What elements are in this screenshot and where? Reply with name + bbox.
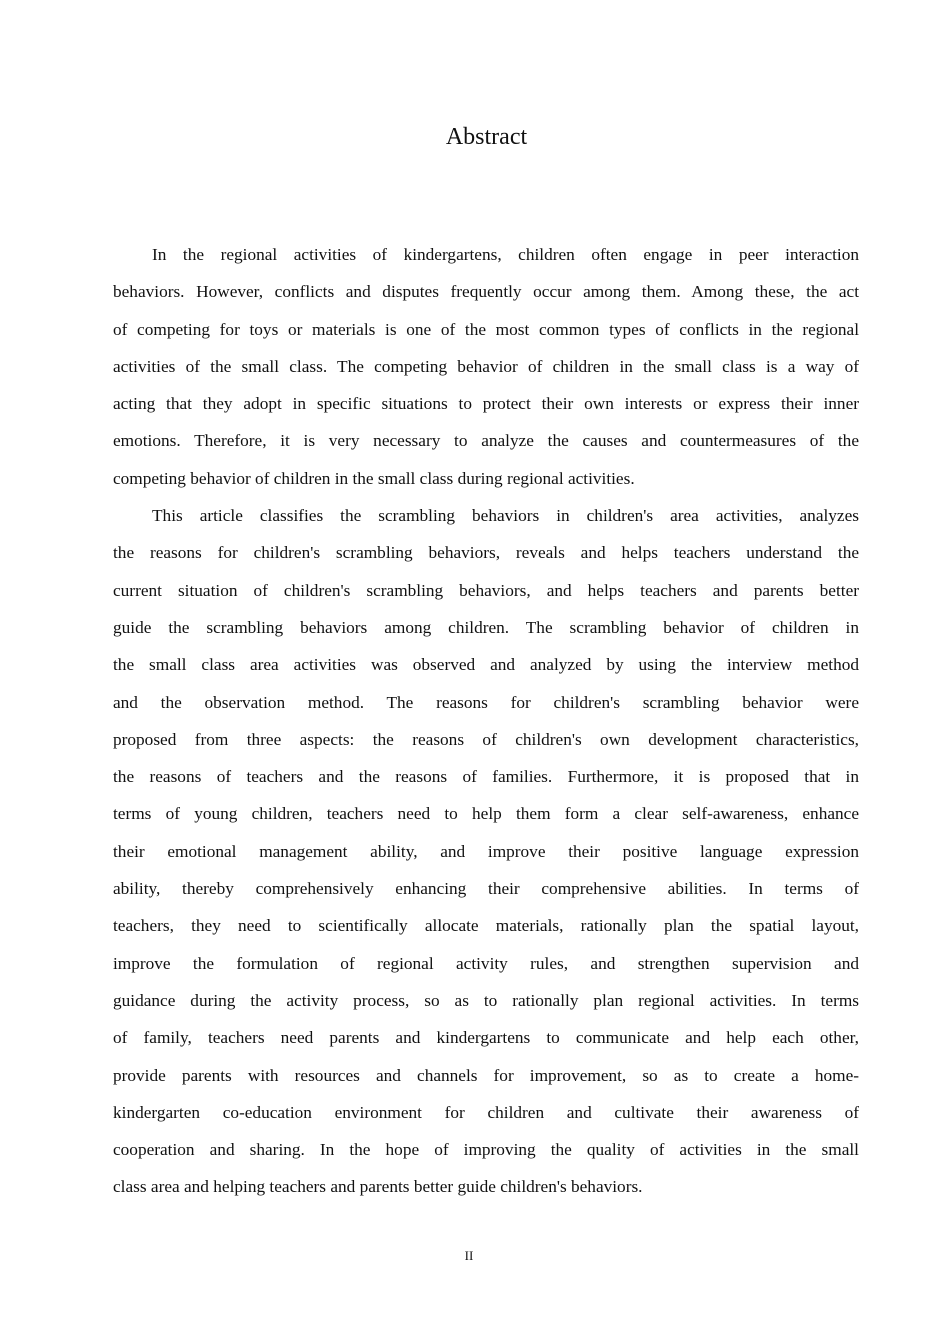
text-line: This article classifies the scrambling behaviors in children's area activities, analyzes [152,506,859,526]
text-line: guidance during the activity process, so as to rationally plan regional activities. In terms [113,990,859,1010]
abstract-paragraph [113,240,859,501]
abstract-body [113,240,859,1210]
text-line: the reasons for children's scrambling behaviors, reveals and helps teachers understand the [113,543,859,563]
text-line: competing behavior of children in the small class during regional activities. [113,468,635,488]
text-line: the reasons of teachers and the reasons of families. Furthermore, it is proposed that in [113,767,859,787]
page-number: II [464,1248,474,1263]
text-line: emotions. Therefore, it is very necessary to analyze the causes and countermeasures of the [113,431,859,451]
text-line: provide parents with resources and channels for improvement, so as to create a home- [113,1065,859,1085]
text-line: and the observation method. The reasons for children's scrambling behavior were [113,692,859,712]
text-line: of family, teachers need parents and kindergartens to communicate and help each other, [113,1028,859,1048]
text-line: activities of the small class. The competing behavior of children in the small class is a way of [113,356,859,376]
text-line: In the regional activities of kindergartens, children often engage in peer interaction [152,245,859,264]
text-line: behaviors. However, conflicts and disputes frequently occur among them. Among these, the act [113,282,859,302]
page-title: Abstract [445,124,528,150]
text-line: proposed from three aspects: the reasons of children's own development characteristics, [113,729,859,749]
text-line: kindergarten co-education environment for children and cultivate their awareness of [113,1102,859,1122]
text-line: class area and helping teachers and parents better guide children's behaviors. [113,1177,643,1197]
text-line: the small class area activities was observed and analyzed by using the interview method [113,655,859,675]
text-line: terms of young children, teachers need to help them form a clear self-awareness, enhance [113,804,859,824]
text-line: acting that they adopt in specific situations to protect their own interests or express their inner [113,394,859,414]
text-line: teachers, they need to scientifically allocate materials, rationally plan the spatial layout, [113,916,859,936]
text-line: their emotional management ability, and improve their positive language expression [113,841,859,861]
abstract-paragraph [113,501,859,1210]
text-line: current situation of children's scrambling behaviors, and helps teachers and parents better [113,580,859,600]
text-line: cooperation and sharing. In the hope of improving the quality of activities in the small [113,1140,859,1160]
text-line: of competing for toys or materials is one of the most common types of conflicts in the regional [113,319,859,339]
text-line: ability, thereby comprehensively enhancing their comprehensive abilities. In terms of [113,879,859,899]
text-line: improve the formulation of regional activity rules, and strengthen supervision and [113,953,859,973]
text-line: guide the scrambling behaviors among children. The scrambling behavior of children in [113,617,859,637]
